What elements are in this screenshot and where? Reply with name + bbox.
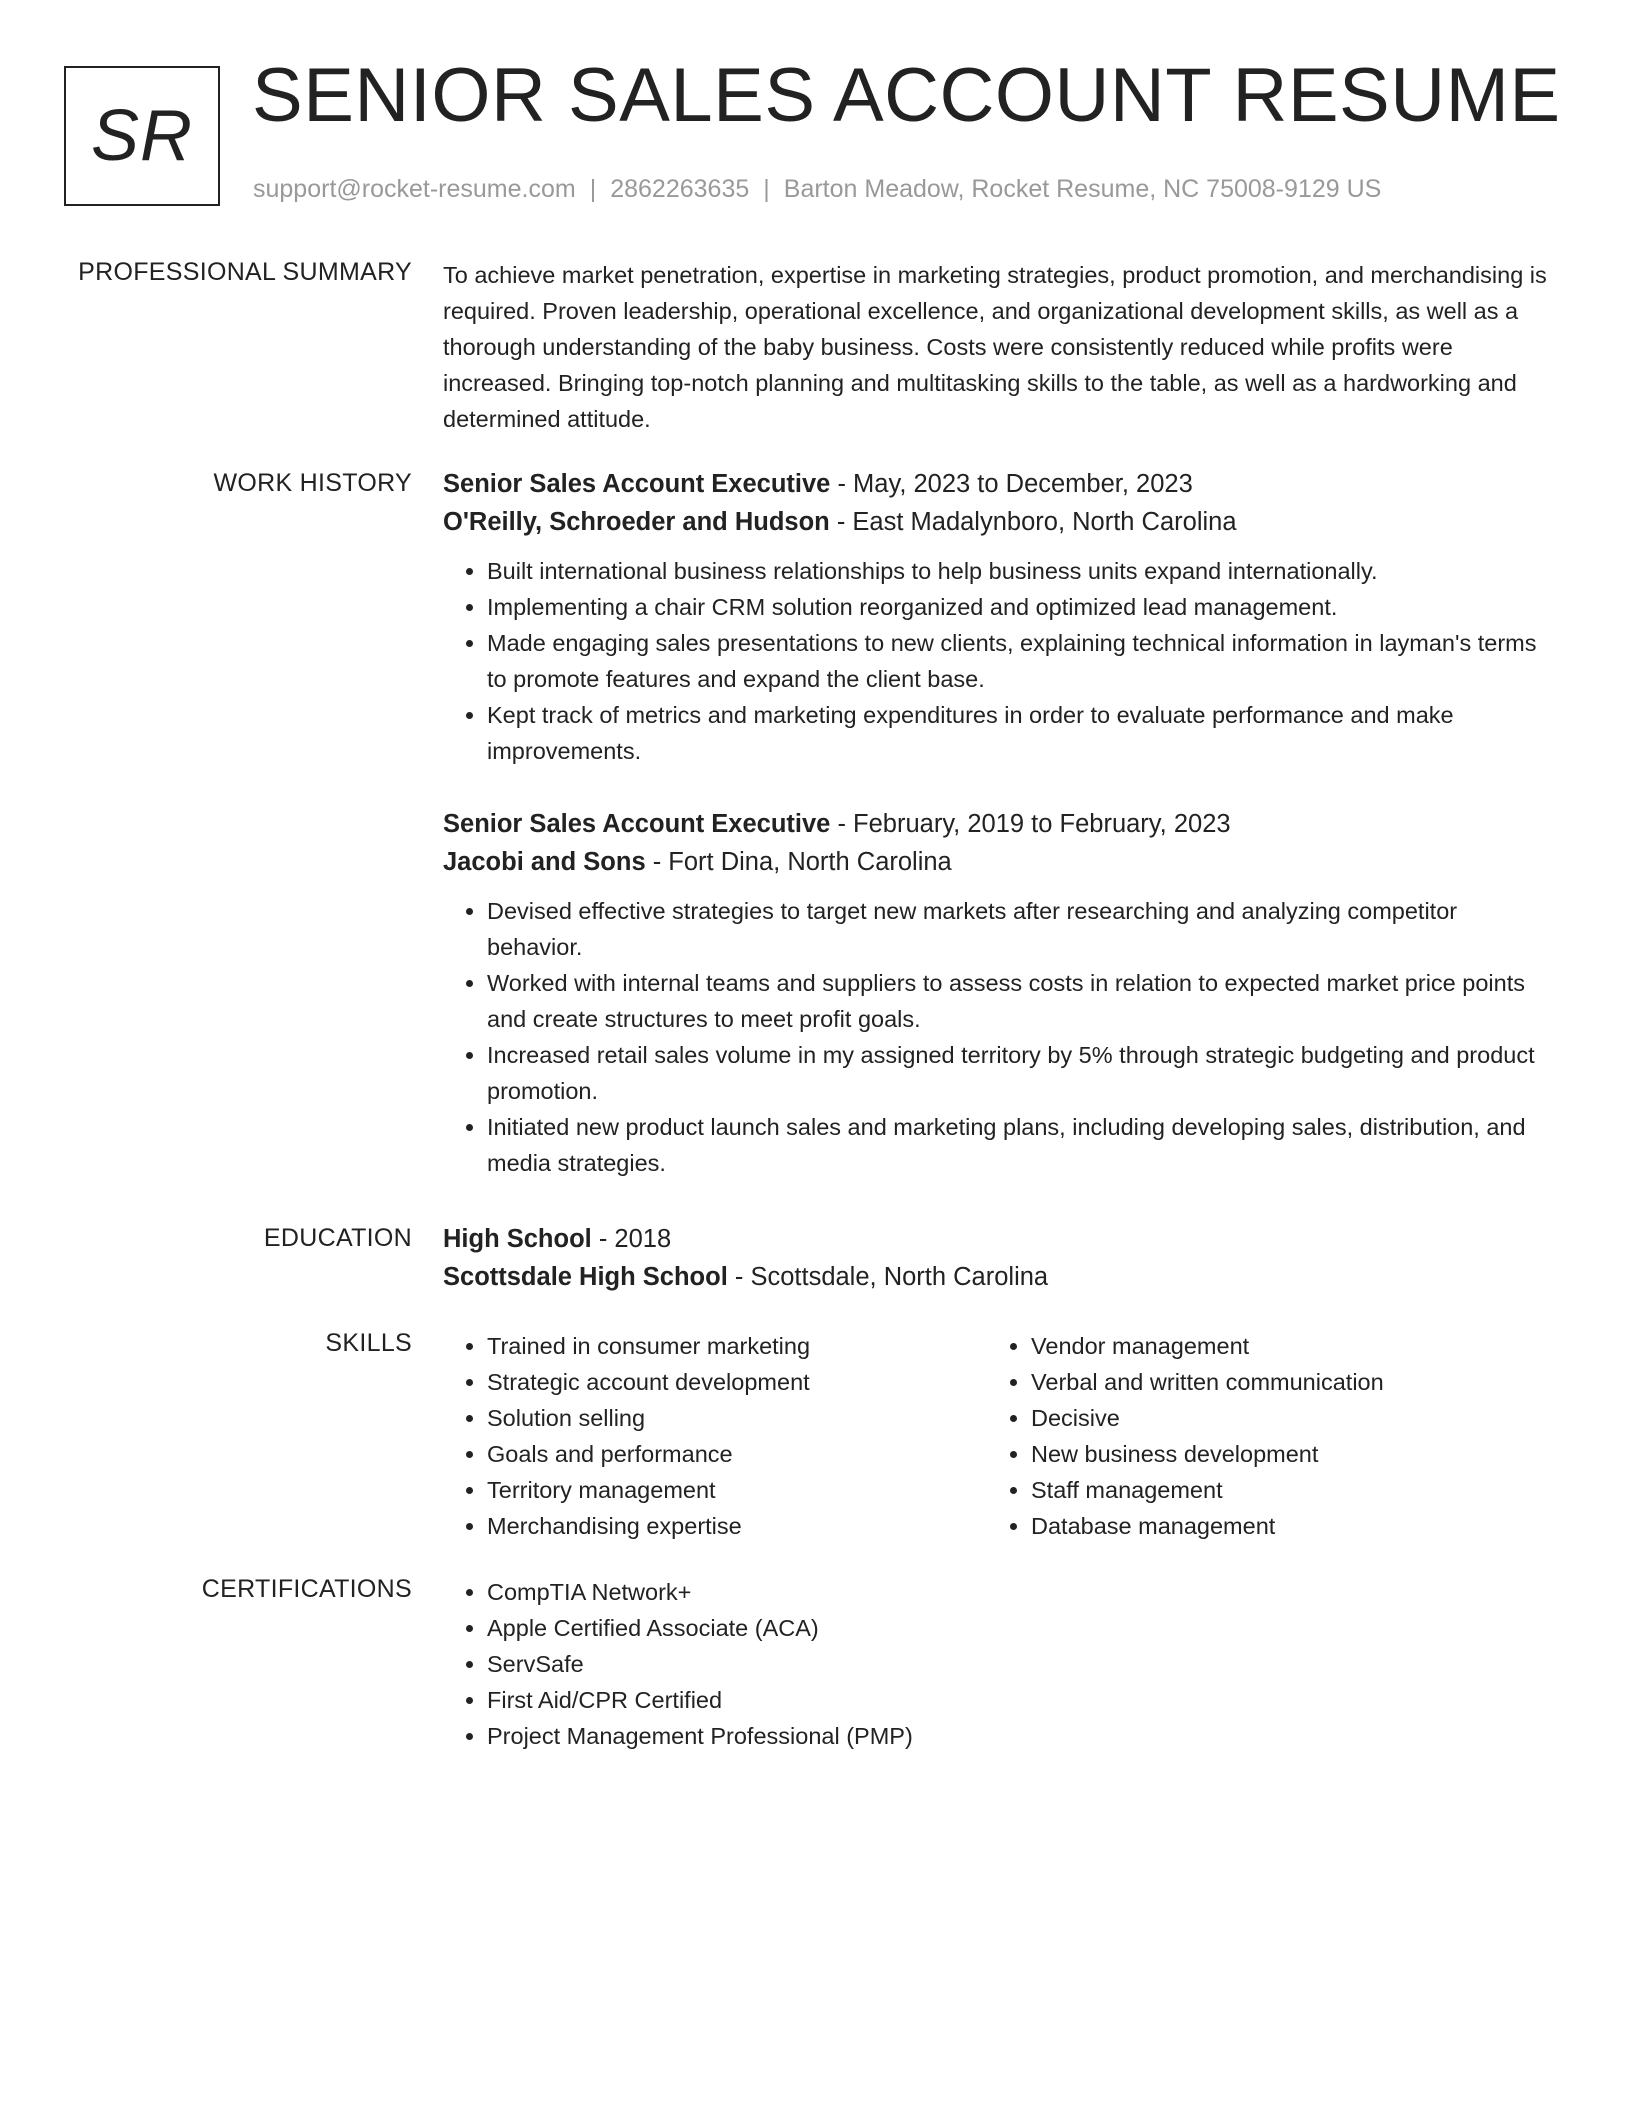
section-label-skills: SKILLS — [325, 1329, 412, 1357]
contact-separator: | — [763, 175, 770, 203]
summary-text: To achieve market penetration, expertise in marketing strategies, product promotion, and merchandising is required. Proven leadership, operational excellence, and organizational development skills, as well as a thorough understanding of the baby business. Costs were consistently reduced while profits were increased. Bringing top-notch planning and multitasking skills to the table, as well as a hardworking and determined attitude. — [443, 262, 1547, 432]
work-entry — [443, 465, 1553, 769]
degree: High School — [443, 1225, 592, 1253]
skill-item: • Trained in consumer marketing — [487, 1328, 987, 1364]
work-entry — [443, 805, 1553, 1181]
job-title-line — [443, 465, 1553, 503]
contact-line — [253, 175, 1381, 204]
skill-item: • Goals and performance — [487, 1436, 987, 1472]
company-name: O'Reilly, Schroeder and Hudson — [443, 508, 830, 536]
certifications-section — [443, 1574, 1553, 1754]
skill-item: • New business development — [1031, 1436, 1531, 1472]
contact-phone: 2862263635 — [610, 175, 750, 203]
certification-item: • CompTIA Network+ — [487, 1574, 1553, 1610]
skill-item: • Decisive — [1031, 1400, 1531, 1436]
company-line — [443, 503, 1553, 541]
job-bullets — [443, 893, 1553, 1181]
job-dates: - February, 2019 to February, 2023 — [830, 810, 1231, 838]
contact-email: support@rocket-resume.com — [253, 175, 576, 203]
job-bullet: • Initiated new product launch sales and marketing plans, including developing sales, distribution, and media strategies. — [487, 1109, 1553, 1181]
degree-line — [443, 1220, 1553, 1258]
skill-item: • Database management — [1031, 1508, 1531, 1544]
job-bullet: • Devised effective strategies to target new markets after researching and analyzing competitor behavior. — [487, 893, 1553, 965]
school-line — [443, 1258, 1553, 1296]
skills-list-right — [987, 1328, 1531, 1544]
school-location: - Scottsdale, North Carolina — [727, 1263, 1049, 1291]
skills-columns — [443, 1328, 1553, 1544]
certification-item: • Apple Certified Associate (ACA) — [487, 1610, 1553, 1646]
skill-item: • Strategic account development — [487, 1364, 987, 1400]
section-label-work-history: WORK HISTORY — [213, 469, 412, 497]
job-title: Senior Sales Account Executive — [443, 470, 831, 498]
skills-list-left — [443, 1328, 987, 1544]
section-label-education: EDUCATION — [263, 1224, 412, 1252]
resume-title: SENIOR SALES ACCOUNT RESUME — [252, 53, 1561, 138]
certifications-list — [443, 1574, 1553, 1754]
company-name: Jacobi and Sons — [443, 848, 646, 876]
contact-separator: | — [589, 175, 597, 203]
section-label-summary: PROFESSIONAL SUMMARY — [78, 258, 412, 286]
certification-item: • ServSafe — [487, 1646, 1553, 1682]
job-bullet: • Worked with internal teams and suppliers to assess costs in relation to expected market price points and create structures to meet profit goals. — [487, 965, 1553, 1037]
education-year: - 2018 — [591, 1225, 672, 1253]
company-line — [443, 843, 1553, 881]
skill-item: • Solution selling — [487, 1400, 987, 1436]
job-bullet: • Increased retail sales volume in my assigned territory by 5% through strategic budgeting and product promotion. — [487, 1037, 1553, 1109]
job-title-line — [443, 805, 1553, 843]
summary-section — [443, 257, 1553, 437]
contact-address: Barton Meadow, Rocket Resume, NC 75008-9129 US — [783, 175, 1382, 203]
job-bullets — [443, 553, 1553, 769]
job-bullet: • Made engaging sales presentations to new clients, explaining technical information in layman's terms to promote features and expand the client base. — [487, 625, 1553, 697]
job-bullet: • Built international business relationships to help business units expand internationally. — [487, 553, 1553, 589]
skill-item: • Vendor management — [1031, 1328, 1531, 1364]
certification-item: • First Aid/CPR Certified — [487, 1682, 1553, 1718]
job-bullet: • Kept track of metrics and marketing expenditures in order to evaluate performance and make improvements. — [487, 697, 1553, 769]
skill-item: • Verbal and written communication — [1031, 1364, 1531, 1400]
job-bullet: • Implementing a chair CRM solution reorganized and optimized lead management. — [487, 589, 1553, 625]
company-location: - East Madalynboro, North Carolina — [829, 508, 1237, 536]
job-dates: - May, 2023 to December, 2023 — [830, 470, 1193, 498]
skills-section — [443, 1328, 1553, 1544]
company-location: - Fort Dina, North Carolina — [645, 848, 952, 876]
skill-item: • Merchandising expertise — [487, 1508, 987, 1544]
school-name: Scottsdale High School — [443, 1263, 728, 1291]
skill-item: • Staff management — [1031, 1472, 1531, 1508]
certification-item: • Project Management Professional (PMP) — [487, 1718, 1553, 1754]
job-title: Senior Sales Account Executive — [443, 810, 831, 838]
section-label-certifications: CERTIFICATIONS — [201, 1575, 412, 1603]
monogram-logo: SR — [64, 66, 220, 206]
education-entry — [443, 1220, 1553, 1296]
skill-item: • Territory management — [487, 1472, 987, 1508]
